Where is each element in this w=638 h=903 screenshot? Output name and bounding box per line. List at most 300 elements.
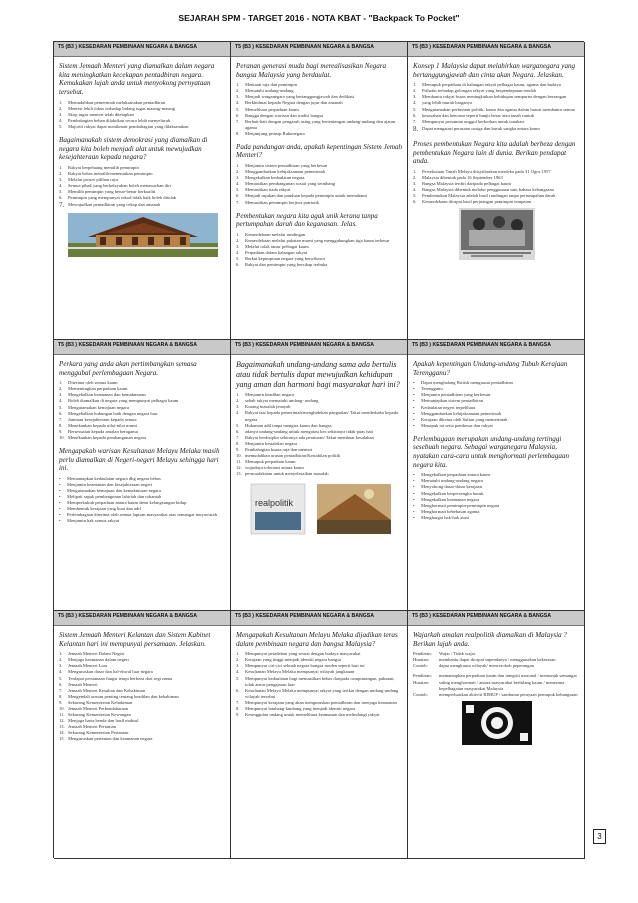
item-number: 10. [59, 705, 65, 711]
item-number: 3. [413, 181, 417, 186]
cell-body [408, 57, 584, 267]
item-number: 5. [236, 187, 240, 193]
item-text: Membentuk kerajaan yang kuat dan adil [67, 506, 141, 512]
item-text: Pembentukan Malaysia adalah hasil rundingan tanpa pertumpahan darah [422, 193, 556, 199]
list-item [236, 131, 403, 137]
item-text: wujudnya toleransi antara kaum [245, 465, 304, 470]
item-number: 4. [236, 181, 240, 187]
item-number: 13. [236, 471, 242, 477]
bullet-list [413, 380, 580, 429]
cell-body [54, 355, 230, 526]
list-item [413, 515, 580, 521]
item-text: Mengutamakan kemajuan dan kemakmuran negara [67, 487, 161, 493]
note-cell [54, 611, 231, 859]
item-text: Mempunyai kerajaan yang akan menguruskan pentadbiran dan menjaga keamanan [245, 699, 397, 705]
item-text: Memupuk perpaduan di kalangan rakyat pelbagai kaum, agama dan budaya [422, 82, 561, 88]
list-item [413, 125, 580, 134]
item-text: Bangsa Malaysia dibentuk melalui penggunaan satu bahasa kebangsaan [422, 187, 554, 193]
item-text: Hukuman adil tanpa mengira kaum dan bangsa [245, 422, 332, 428]
list-item [236, 676, 403, 688]
bullet-icon: • [413, 380, 415, 386]
item-text: Rakyat berdisiplin sekiranya ada peraturan/ Takut membuat kesalahan [245, 434, 374, 440]
cell-header: T5 (B3 ) KESEDARAN PEMBINAAN NEGARA & BANGSA [408, 611, 584, 626]
item-number: 2. [413, 88, 417, 94]
item-text: Menguruskan dasar dan hal-ehwal luar negara [68, 669, 153, 675]
item-text: Menekankan kepada nilai-nilai murni [68, 422, 138, 428]
item-text: Prihatin terhadap golongan rakyat yang berpendapatan rendah [422, 88, 537, 94]
item-text: Skop tugas menteri telah ditetapkan [68, 111, 134, 117]
item-text: Mementingkan perpaduan kaum [68, 386, 128, 392]
page-number: 3 [593, 829, 606, 844]
item-number: 7. [236, 434, 240, 440]
bullet-icon: • [413, 490, 415, 496]
item-number: 1. [59, 99, 63, 105]
item-text: Diterima oleh semua kaum [68, 380, 118, 386]
definition-list [413, 651, 580, 697]
item-text: Kerajaan yang tinggi menjadi identiti negara bangsa [245, 657, 341, 663]
item-text: Memudahkan pemerintah melaksanakan pentadbiran [68, 99, 166, 105]
item-number: 3. [59, 176, 63, 182]
question-text: Perkara yang anda akan pertimbangkan semasa menggubal perlembagaan Negara. [59, 360, 197, 377]
item-number: 2. [59, 170, 63, 176]
item-text: Terengganu [421, 386, 443, 392]
bullet-list [59, 476, 226, 525]
item-number: 9. [59, 428, 63, 434]
spacer [413, 429, 580, 433]
item-text: Melalui tolak ansur pelbagai kaum [245, 243, 309, 249]
item-number: 3. [236, 404, 240, 410]
photo-frame [59, 213, 226, 262]
list-item [236, 119, 403, 131]
item-number: 8. [236, 705, 240, 711]
item-text: Pembahagian kuasa raja dan menteri [245, 446, 313, 452]
item-text: Mempunyai lambang-lambang yang menjadi identiti negara [245, 705, 356, 711]
item-number: 3. [59, 663, 63, 669]
item-number: 4. [59, 669, 63, 675]
cell-header: T5 (B3 ) KESEDARAN PEMBINAAN NEGARA & BANGSA [54, 42, 230, 57]
item-number: 10. [236, 452, 242, 458]
item-number: 1. [236, 163, 240, 169]
bullet-icon: • [413, 496, 415, 502]
item-text: Memperkukuh perpaduan antara kaum demi kelangsungan hidup [67, 500, 187, 506]
bullet-icon: • [413, 478, 415, 484]
item-text: Dapat menghalang British menguasai pentadbiran [421, 380, 513, 386]
item-number: 4. [236, 669, 240, 675]
photo-frame [413, 701, 580, 750]
spacer [236, 206, 403, 210]
question-text: Bagaimanakah sistem demokrasi yang diamalkan di negara kita boleh menjadi alat untuk mewujudkan kesejahteraan kepada negara? [59, 135, 208, 162]
item-number: 2. [236, 398, 240, 404]
cell-header: T5 (B3 ) KESEDARAN PEMBINAAN NEGARA & BANGSA [231, 340, 407, 355]
question-text: Apakah kepentingan Undang-undang Tubuh Kerajaan Terengganu? [413, 360, 568, 377]
item-text: Jaminan kesejahteraan kepada semua [68, 416, 137, 422]
item-text: Pembahagian beban dilakukan secara lebih menyeluruh [68, 117, 171, 123]
item-text: Menghormati kebebasan agama [421, 508, 480, 514]
item-number: 8. [413, 124, 419, 133]
cell-header: T5 (B3 ) KESEDARAN PEMBINAAN NEGARA & BANGSA [408, 42, 584, 57]
bullet-icon: • [413, 514, 415, 520]
definition-value: Wajar / Tidak wajar [439, 651, 476, 657]
bullet-icon: • [413, 422, 415, 428]
item-number: 4. [236, 410, 240, 416]
item-text: Bersesuaian kepada amalan beragama [68, 428, 138, 434]
item-text: Kesultanan Melayu Melaka mempunyai wilayah jangkauan [245, 669, 355, 675]
item-number: 1. [236, 82, 240, 88]
definition-value: dapat mengkuasa wilayah/ menceroboh peperangan [439, 663, 534, 669]
item-number: 4. [59, 398, 63, 404]
cell-body [54, 626, 230, 744]
item-text: Kedaulatan negeri terpelihara [421, 404, 476, 410]
bullet-icon: • [413, 416, 415, 422]
definition-key: Contoh: [413, 663, 428, 669]
item-text: Menjaga keamanan dalam negeri [68, 657, 129, 663]
item-text: Menjamin kestabilan negara [245, 440, 298, 446]
list-item [59, 435, 226, 441]
page-title: SEJARAH SPM - TARGET 2016 - NOTA KBAT - "Backpack To Pocket" [178, 13, 460, 23]
item-number: 11. [236, 458, 242, 464]
realpolitik-book-image [245, 480, 395, 538]
list-item [236, 712, 403, 718]
item-text: Mempunyai ciri-ciri sebuah negara bangsa moden seperti hari ini [245, 663, 365, 669]
item-number: 6. [413, 199, 417, 205]
definition-key: Huraian: [413, 679, 430, 685]
item-text: Berkhidmat kepada Negara dengan jujur dan amanah [245, 100, 343, 106]
item-text: Memastikan pemimpin berjiwa patriotik [245, 199, 320, 205]
item-text: Rakyat berpeluang memilih pemimpin [68, 164, 139, 170]
item-number: 5. [413, 106, 417, 112]
item-text: permuafakatan untuk menyelesaikan masalah [245, 471, 329, 477]
cell-header: T5 (B3 ) KESEDARAN PEMBINAAN NEGARA & BANGSA [231, 42, 407, 57]
item-text: Mentaati raja dan pemimpin [245, 82, 297, 88]
item-number: 7. [59, 687, 63, 693]
spacer [59, 441, 226, 445]
item-number: 2. [59, 657, 63, 663]
item-text: Berhati-hati dengan pengaruh asing yang bertentangan undang-undang dan ajaran agama [245, 118, 396, 130]
item-text: memudahkan urusan pentadbiran/Kestabilan politik [245, 452, 341, 458]
item-text: Kesultanan Melayu Melaka mempunyai rakyat yang terikat dengan undang-undang wilayah tersebut [245, 687, 399, 699]
item-number: 5. [59, 675, 63, 681]
list-item [236, 410, 403, 422]
item-number: 12. [59, 717, 65, 723]
item-text: Memantapkan sistem pentadbiran [421, 398, 483, 404]
item-number: 5. [236, 422, 240, 428]
bullet-list [413, 472, 580, 521]
bullet-icon: • [59, 512, 61, 518]
bullet-icon: • [413, 386, 415, 392]
item-number: 1. [236, 392, 240, 398]
item-number: 5. [413, 193, 417, 199]
item-text: Mengendali urusan penting tentang keadilan dan kehakiman [68, 693, 179, 699]
item-number: 10. [59, 434, 65, 440]
item-text: Semua pihak yang berkelayakan boleh menawarkan diri [68, 182, 172, 188]
item-text: Melipati sapak pembangunan lahiriah dan rohaniah [67, 494, 162, 500]
item-number: 5. [59, 404, 63, 410]
item-number: 2. [236, 657, 240, 663]
numbered-list [236, 392, 403, 477]
item-number: 1. [236, 231, 240, 237]
cell-body [408, 626, 584, 752]
item-text: Mematuhi undang-undang negara [421, 478, 483, 484]
item-number: 4. [413, 187, 417, 193]
question-text: Wajarkah amalan realpolitik diamalkan di Malaysia ? Berikan lujah anda. [413, 631, 567, 648]
istana-photo [68, 213, 218, 257]
note-cell [231, 42, 408, 340]
item-text: Mengekalkan hubungan baik dengan negara luar [68, 410, 158, 416]
item-number: 9. [236, 711, 240, 717]
item-text: Rakyat taat kepada pemerintah/menghidekan pangaalan/ Takut menderhaka kepada negara [245, 410, 399, 422]
item-number: 5. [236, 106, 240, 112]
note-cell [231, 340, 408, 611]
bullet-icon: • [59, 506, 61, 512]
bullet-icon: • [413, 392, 415, 398]
item-text: Mengekalkan berpersengka buruk [421, 490, 484, 496]
item-text: Jemaah Menteri Kesultan dan Kehakiman [68, 687, 146, 693]
note-cell [231, 611, 408, 859]
signing-photo [459, 208, 535, 260]
item-text: Jemaah Menteri [68, 681, 98, 687]
item-text: Dapat mengatasi perasaan curiga dan buruk sangka antara kaum [422, 125, 540, 131]
cell-body [231, 57, 407, 270]
list-item [236, 262, 403, 268]
bullet-icon: • [413, 472, 415, 478]
svg-text:realpolitik: realpolitik [254, 498, 293, 509]
item-text: Perlembagaan diterima oleh semua lapisan masyarakat atas semangat muyawarah [67, 512, 218, 518]
question-text: Mengapakah warisan Kesultanan Melayu Melaka masih perlu diamalkan di Negeri-negeri Melayu sehingga hari ini. [59, 446, 220, 473]
definition-value: saling menghormati / antara masyarakat berbilang kaum / menerima kepelbagaian masyarakat Malaysia [439, 679, 565, 691]
item-text: Kemerdekaan melalui pakatan murni yang menggabungkan tiga kaum terbesar [245, 237, 390, 243]
item-number: 6. [59, 195, 63, 201]
item-number: 12. [236, 465, 242, 470]
item-number: 9. [59, 699, 63, 705]
item-number: 2. [236, 237, 240, 243]
question-text: Perlembagaan merupakan undang-undang tertinggi sesebuah negara. Sebagai warganegara Malaysia, nyatakan cara-cara untuk menghormati perlembagaan negara kita. [413, 434, 570, 469]
bullet-icon: • [59, 518, 61, 524]
question-text: Mengapakah Kesultanan Melayu Melaka dijadikan teras dalam pembinaan negara dan bangsa Malaysia? [236, 631, 398, 648]
list-item [413, 423, 580, 429]
numbered-list [59, 651, 226, 742]
item-number: 4. [413, 100, 417, 106]
item-text: Sekarang Kementerian Kewangan [68, 711, 131, 717]
item-number: 11. [59, 711, 65, 717]
item-number: 5. [236, 675, 240, 681]
spacer [236, 137, 403, 141]
item-number: 8. [59, 693, 63, 699]
numbered-list [236, 82, 403, 137]
list-item [236, 471, 403, 477]
item-text: Memupuk perpaduan kaum [245, 458, 296, 464]
note-cell [408, 611, 585, 859]
item-number: 4. [59, 182, 63, 188]
item-text: Jemaah Menteri Perbendaharaan [68, 705, 128, 711]
item-text: Menguruskan pertanian dan keamanan negara [68, 736, 153, 742]
cell-body [231, 355, 407, 545]
item-number: 6. [236, 193, 240, 199]
notes-grid [53, 41, 584, 858]
numbered-list [236, 232, 403, 268]
item-text: Menjamin hak semua rakyat [67, 518, 120, 524]
item-text: Menjamin sistem pentadbiran yang berkesan [245, 163, 328, 169]
item-text: Perpaduan dalam kalangan rakyat [245, 250, 308, 256]
cell-body [231, 626, 407, 720]
item-number: 3. [59, 111, 63, 117]
item-text: Majoriti rakyat dapat menikmati pembahagian yang dilaksanakan [68, 123, 189, 129]
item-text: Memantapkan kedaulatan negara dbg negara bebas [67, 475, 161, 481]
item-text: Berkat kepimpinan negara yang berwibawa [245, 256, 325, 262]
note-cell [54, 340, 231, 611]
bullet-icon: • [413, 502, 415, 508]
item-text: Menghargai hak-hak asasi [421, 514, 470, 520]
item-number: 8. [236, 130, 240, 136]
question-text: Bagaimanakah undang-undang sama ada bertulis atau tidak bertulis dapat mewujudkan kehidupan yang aman dan harmoni bagi masyarakat hari ini? [236, 360, 400, 389]
item-number: 2. [236, 88, 240, 94]
bullet-icon: • [59, 475, 61, 481]
numbered-list [59, 380, 226, 441]
bullet-icon: • [59, 500, 61, 506]
item-text: Bangsa Malaysia terdiri daripada pelbagai kaum [422, 181, 511, 186]
list-item [59, 124, 226, 130]
item-text: Menghormati pemimpin-pemimpin negara [421, 502, 500, 508]
item-number: 13. [59, 724, 65, 730]
item-text: Kerajaan diketua oleh Sultan yang memerintah [421, 416, 508, 422]
list-item [236, 688, 403, 700]
numbered-list [413, 169, 580, 205]
item-text: Mengutamakan kemajuan negara [68, 404, 129, 410]
numbered-list [236, 651, 403, 718]
item-number: 5. [59, 189, 63, 195]
list-item [236, 200, 403, 206]
item-number: 14. [59, 730, 65, 736]
item-text: Memelihara perpaduan kaum [245, 106, 299, 112]
item-number: 1. [59, 380, 63, 386]
item-text: adanya undang-undang untuk mengatasi kes sekiranya tidak puas hati [245, 428, 374, 434]
item-number: 3. [236, 175, 240, 181]
definition-key: Huraian: [413, 657, 430, 663]
item-text: Sekarang Kementerian Kehakiman [68, 699, 133, 705]
numbered-list [236, 163, 403, 205]
item-text: Memastikan pembangunan sosial yang seimbang [245, 181, 336, 187]
cell-header: T5 (B3 ) KESEDARAN PEMBINAAN NEGARA & BANGSA [54, 611, 230, 626]
definition-value: memperluaskan aktiviti RIMUP / sambutan perayaan pemupuk kebangsaan [439, 691, 578, 697]
bullet-icon: • [59, 481, 61, 487]
item-text: Menjunjung prinsip Rukunegara [245, 130, 305, 136]
item-number: 3. [413, 94, 417, 100]
question-text: Konsep 1 Malaysia dapat melahirkan warganegara yang bertanggungjawab dan cinta akan Negara. Jelaskan. [413, 62, 576, 79]
numbered-list [413, 82, 580, 134]
item-number: 15. [59, 736, 65, 742]
item-number: 3. [59, 392, 63, 398]
item-number: 6. [236, 262, 240, 268]
item-text: Menteri lebih fokus terhadap bidang tugas masing-masing [68, 105, 175, 111]
item-number: 6. [59, 410, 63, 416]
definition-value: memantapkan perpaduan kaum dan integriti nasional / memunuh semangat [439, 673, 577, 679]
item-text: Menggambarkan kebijaksanaan pemerintah [421, 410, 502, 416]
item-text: Menjamin keadilan negara [245, 392, 294, 398]
item-number: 5. [59, 123, 63, 129]
emblem-photo [462, 701, 532, 745]
item-number: 2. [413, 174, 417, 180]
item-number: 2. [59, 105, 63, 111]
item-text: Terdapat persamaan fungsi tetapi berbeza dari segi nama [68, 675, 173, 681]
item-number: 9. [236, 446, 240, 452]
item-number: 7. [59, 416, 63, 422]
item-text: Jemaah Menteri Pertanian [68, 724, 116, 730]
item-text: Rakyat dan pemimpin yang bersikap terbuka [245, 262, 328, 268]
item-text: Menjamin keamanan dan kesejahteraan negeri [67, 481, 153, 487]
item-number: 1. [59, 651, 63, 657]
definition-key: Contoh: [413, 691, 428, 697]
cell-header: T5 (B3 ) KESEDARAN PEMBINAAN NEGARA & BANGSA [231, 611, 407, 626]
item-text: Jemaah Menteri Dalam Negeri [68, 651, 125, 657]
question-text: Peranan generasi muda bagi merealisasikan Negara bangsa Malaysia yang berdaulat. [236, 62, 387, 79]
item-number: 6. [413, 112, 417, 118]
item-text: Mempunyai kedaulatan bagi memastikan bebas daripada campurtangan, paksaan, tolak ansur pengajaran luar [245, 675, 395, 687]
cell-body [408, 355, 584, 523]
item-number: 3. [236, 243, 240, 249]
item-text: Sekarang Kementerian Pertanian [68, 730, 129, 736]
bullet-icon: • [59, 494, 61, 500]
item-text: Melalui proses pilihan raya [68, 176, 119, 182]
item-text: Mengutamakan perbezaan politik, kaum dan agama dalam hasrat membantu semua [422, 106, 575, 112]
cell-header: T5 (B3 ) KESEDARAN PEMBINAAN NEGARA & BANGSA [408, 340, 584, 355]
item-text: Kemerdekaan melalui rundingan [245, 231, 306, 237]
item-text: Pemimpin yang mempunyai rekod tidak baik boleh ditolak [68, 195, 177, 201]
item-number: 8. [236, 440, 240, 446]
bullet-icon: • [413, 404, 415, 410]
item-text: Mengekalkan keamanan dan kemakmuran [68, 392, 146, 398]
item-text: Mengekalkan perpaduan antara kaum [421, 472, 491, 478]
question-text: Pada pandangan anda, apakah kepentingan Sistem Jemah Menteri? [236, 142, 403, 160]
note-cell [408, 340, 585, 611]
question-text: Pembentukan negara kita agak unik kerana tanpa pertumpahan darah dan keganasan. Jelas. [236, 211, 378, 229]
item-text: Menapuk tat setia pembesar dan rakyat [421, 422, 493, 428]
list-item [59, 736, 226, 742]
item-number: 1. [413, 168, 417, 174]
item-number: 6. [59, 681, 63, 687]
spacer [413, 134, 580, 138]
item-text: Persekutuan Tanah Melayu diisytiharkan merdeka pada 31 Ogos 1957 [422, 168, 551, 174]
bullet-icon: • [59, 487, 61, 493]
item-text: Menyokong dasar-dasar kerajaan [421, 484, 482, 490]
item-number: 3. [236, 94, 240, 100]
item-text: Mengekalkan kedaulatan negara [245, 175, 305, 181]
note-cell [408, 42, 585, 340]
definition-key: Pendirian: [413, 651, 432, 657]
photo-frame [413, 208, 580, 265]
item-number: 7. [236, 199, 240, 205]
bullet-icon: • [413, 484, 415, 490]
item-number: 6. [236, 687, 240, 693]
item-text: Mewujudkan pentadbiran yang cekap dan amanah [68, 202, 161, 208]
bullet-icon: • [413, 410, 415, 416]
item-text: Jemaah Menteri Luar [68, 663, 108, 669]
item-number: 4. [236, 100, 240, 106]
question-text: Sistem Jemaah Menteri Kelantan dan Sistem Kabinet Kelantan hari ini mempunyai persamaan. Jelaskan. [59, 631, 211, 648]
item-text: Menjadi rujukan dan panduan kepada pemimpin untuk memahami [245, 193, 368, 199]
item-text: Menekankan kepada pembangunan negara [68, 434, 147, 440]
question-text: Proses pembentukan Negara kita adalah berbeza dengan pembentukan Negara lain di dunia. Berikan pendapat anda. [413, 139, 576, 166]
cell-header: T5 (B3 ) KESEDARAN PEMBINAAN NEGARA & BANGSA [54, 340, 230, 355]
item-text: Memilih pemimpin yang benar-benar berkualiti [68, 189, 156, 195]
list-item [59, 518, 226, 524]
item-number: 1. [236, 651, 240, 657]
list-item [59, 201, 226, 210]
item-text: Kesinggulan undang untuk memelihara keamanan dan melindungi rakyat [245, 711, 380, 717]
item-text: Membantu rakyat bsaas meningkatkan kehidupan sempurna dengan bersangan [422, 94, 567, 100]
definition-value: membantu dapat dicapai supendanya / menggunakan kekerasan [439, 657, 556, 663]
item-number: 2. [236, 169, 240, 175]
numbered-list [59, 165, 226, 211]
item-number: 6. [236, 112, 240, 118]
